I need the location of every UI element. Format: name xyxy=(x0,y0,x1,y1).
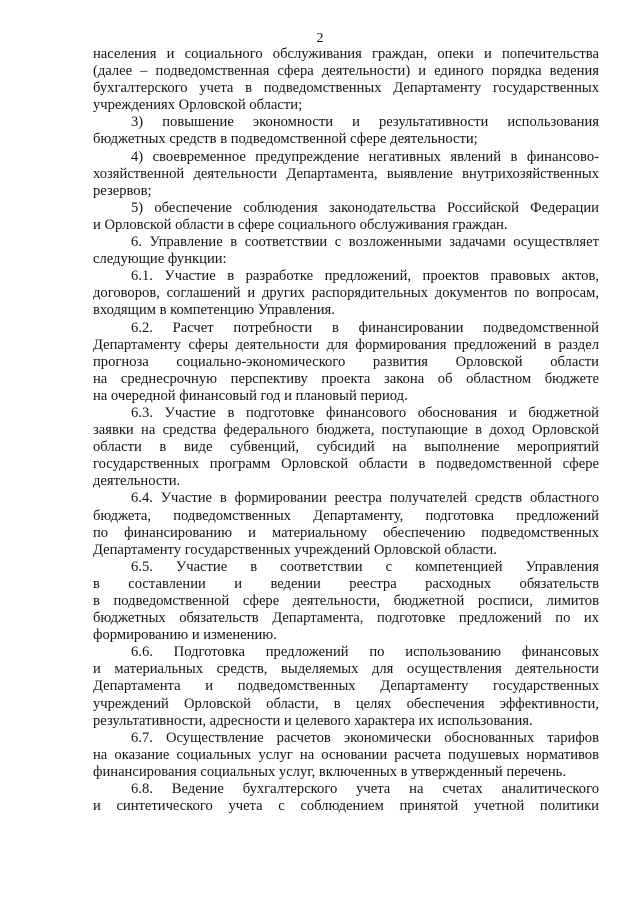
text-line: бюджета, подведомственных Департаменту, подготовка предложений xyxy=(93,507,599,524)
paragraph-6-1 xyxy=(93,268,599,319)
text-line: 3) повышение экономности и результативности использования xyxy=(131,114,599,131)
text-line: 6.1. Участие в разработке предложений, проектов правовых актов, xyxy=(131,268,599,285)
text-line: 4) своевременное предупреждение негативных явлений в финансово- xyxy=(131,148,599,165)
paragraph-6-3 xyxy=(93,405,599,490)
text-line: Департаменту государственных учреждений Орловской области. xyxy=(93,541,497,558)
text-line: населения и социального обслуживания граждан, опеки и попечительства xyxy=(93,46,599,62)
text-line: 6.8. Ведение бухгалтерского учета на счетах аналитического xyxy=(131,781,599,798)
text-line: заявки на средства федерального бюджета, поступающие в доход Орловской xyxy=(93,422,599,439)
paragraph-6-7 xyxy=(93,730,599,781)
page-number: 2 xyxy=(316,31,324,46)
text-line: по финансированию и материальному обеспечению подведомственных xyxy=(93,524,599,541)
text-line: 6.7. Осуществление расчетов экономически обоснованных тарифов xyxy=(131,729,599,746)
text-line: бюджетных средств в подведомственной сфере деятельности; xyxy=(93,131,478,148)
text-line: резервов; xyxy=(93,182,152,199)
text-line: договоров, соглашений и других распорядительных документов по вопросам, xyxy=(93,285,599,302)
text-line: и Орловской области в сфере социального обслуживания граждан. xyxy=(93,216,508,233)
text-line: (далее – подведомственная сфера деятельности) и единого порядка ведения xyxy=(93,63,599,80)
text-line: и синтетического учета с соблюдением принятой учетной политики xyxy=(93,798,599,815)
text-line: Департаменту сферы деятельности для формирования предложений в раздел xyxy=(93,336,599,353)
text-line: в подведомственной сфере деятельности, бюджетной росписи, лимитов xyxy=(93,593,599,609)
text-line: следующие функции: xyxy=(93,251,227,268)
text-line: финансирования социальных услуг, включенных в утвержденный перечень. xyxy=(93,763,566,780)
text-line: на среднесрочную перспективу проекта закона об областном бюджете xyxy=(93,370,599,387)
text-line: формированию и изменению. xyxy=(93,627,277,644)
text-line: учреждениях Орловской области; xyxy=(93,97,303,114)
text-line: входящим в компетенцию Управления. xyxy=(93,302,335,319)
text-line: 6. Управление в соответствии с возложенными задачами осуществляет xyxy=(131,234,599,251)
text-line: учреждений Орловской области, в целях обеспечения эффективности, xyxy=(93,695,599,712)
text-line: области в виде субвенций, субсидий на выполнение мероприятий xyxy=(93,439,599,456)
text-line: на оказание социальных услуг на основании расчета подушевых нормативов xyxy=(93,746,599,763)
paragraph-6-4 xyxy=(93,490,599,558)
text-line: деятельности. xyxy=(93,473,181,490)
text-line: 6.6. Подготовка предложений по использованию финансовых xyxy=(131,644,599,661)
paragraph-item-5 xyxy=(93,200,599,234)
paragraph-section-6 xyxy=(93,234,599,268)
text-line: 6.2. Расчет потребности в финансировании подведомственной xyxy=(131,319,599,336)
text-line: и материальных средств, выделяемых для осуществления деятельности xyxy=(93,661,599,678)
text-line: результативности, адресности и целевого характера их использования. xyxy=(93,712,533,729)
paragraph-item-4 xyxy=(93,149,599,200)
text-line: бухгалтерского учета в подведомственных Департаменту государственных xyxy=(93,80,599,97)
text-line: государственных программ Орловской области в подведомственной сфере xyxy=(93,456,599,473)
text-line: 6.3. Участие в подготовке финансового обоснования и бюджетной xyxy=(131,404,599,421)
paragraph-item-3 xyxy=(93,114,599,148)
paragraph-continuation xyxy=(93,46,599,114)
text-line: хозяйственной деятельности Департамента, выявление внутрихозяйственных xyxy=(93,165,599,182)
paragraph-6-6 xyxy=(93,644,599,729)
text-line: бюджетных обязательств Департамента, подготовке предложений по их xyxy=(93,610,599,627)
text-line: Департамента и подведомственных Департаменту государственных xyxy=(93,678,599,695)
paragraph-6-8 xyxy=(93,781,599,815)
document-body xyxy=(93,46,599,815)
text-line: на очередной финансовый год и плановый период. xyxy=(93,387,408,404)
paragraph-6-2 xyxy=(93,320,599,405)
text-line: в составлении и ведении реестра расходных обязательств xyxy=(93,575,599,592)
paragraph-6-5 xyxy=(93,559,599,644)
text-line: 5) обеспечение соблюдения законодательства Российской Федерации xyxy=(131,199,599,216)
text-line: прогноза социально-экономического развития Орловской области xyxy=(93,353,599,370)
text-line: 6.5. Участие в соответствии с компетенцией Управления xyxy=(131,558,599,575)
text-line: 6.4. Участие в формировании реестра получателей средств областного xyxy=(131,490,599,507)
